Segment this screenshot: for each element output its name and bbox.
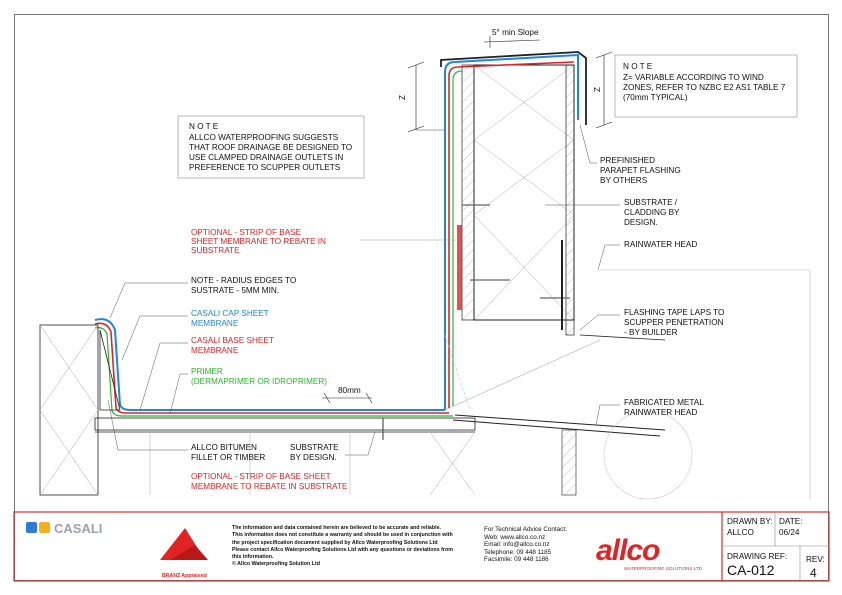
optional-strip-top: OPTIONAL - STRIP OF BASE bbox=[191, 228, 302, 237]
wind-note-title: N O T E bbox=[623, 62, 653, 71]
dim-80: 80mm bbox=[338, 386, 361, 395]
contact-line: Telephone: 09 448 1185 bbox=[484, 548, 552, 556]
substrate-design-label: BY DESIGN. bbox=[290, 453, 337, 462]
wind-note-line: ZONES, REFER TO NZBC E2 AS1 TABLE 7 bbox=[623, 83, 786, 92]
radius-note: SUSTRATE - 5MM MIN. bbox=[191, 286, 280, 295]
rainwater-head-label: RAINWATER HEAD bbox=[624, 240, 698, 249]
slope-label: 5° min Slope bbox=[492, 28, 539, 37]
date-value: 06/24 bbox=[779, 528, 800, 537]
allco-tagline: WATERPROOFING SOLUTIONS LTD bbox=[624, 566, 703, 571]
bitumen-fillet-label: FILLET OR TIMBER bbox=[191, 453, 266, 462]
disclaimer-line: Please contact Allco Waterproofing Solutions Ltd with any questions or deviations from bbox=[232, 546, 453, 553]
drainage-note-line: THAT ROOF DRAINAGE BE DESIGNED TO bbox=[189, 143, 353, 152]
contact-line: Email: info@allco.co.nz bbox=[484, 541, 550, 549]
optional-strip-bottom: OPTIONAL - STRIP OF BASE SHEET bbox=[191, 472, 331, 481]
disclaimer bbox=[232, 525, 468, 569]
wind-note-line: (70mm TYPICAL) bbox=[623, 93, 688, 102]
bitumen-fillet-label: ALLCO BITUMEN bbox=[191, 443, 257, 452]
disclaimer-line: © Allco Waterproofing Solution Ltd bbox=[232, 561, 320, 568]
parapet-flashing-label: BY OTHERS bbox=[600, 176, 648, 185]
flashing-tape-label: FLASHING TAPE LAPS TO bbox=[624, 308, 725, 317]
rainwater-head bbox=[445, 270, 810, 500]
date-label: DATE: bbox=[779, 517, 803, 526]
note-wind bbox=[615, 55, 797, 117]
parapet-flashing-label: PREFINISHED bbox=[600, 156, 656, 165]
drawn-by-value: ALLCO bbox=[727, 528, 754, 537]
fabricated-head-label: RAINWATER HEAD bbox=[624, 408, 698, 417]
flashing-tape-label: - BY BUILDER bbox=[624, 328, 678, 337]
drainage-note-title: N O T E bbox=[189, 122, 219, 131]
drawn-by-label: DRAWN BY: bbox=[727, 517, 773, 526]
rev-label: REV: bbox=[806, 555, 825, 564]
parapet-flashing-label: PARAPET FLASHING bbox=[600, 166, 681, 175]
allco-wordmark: allco bbox=[596, 534, 660, 567]
contact-line: Facsimile: 09 448 1186 bbox=[484, 556, 549, 564]
flashing-tape-label: SCUPPER PENETRATION bbox=[624, 318, 724, 327]
contact-line: Web: www.allco.co.nz bbox=[484, 533, 546, 541]
z-label-left: Z bbox=[398, 94, 407, 100]
cap-sheet-label: MEMBRANE bbox=[191, 319, 239, 328]
roof-deck bbox=[40, 319, 475, 495]
primer-label: PRIMER bbox=[191, 367, 223, 376]
z-label-right: Z bbox=[593, 86, 602, 92]
drawing-ref-label: DRAWING REF: bbox=[727, 552, 788, 561]
note-drainage bbox=[178, 116, 364, 178]
branz-label: BRANZ Appraised bbox=[162, 573, 207, 579]
disclaimer-line: this information. bbox=[232, 554, 274, 561]
substrate-design-label: SUBSTRATE bbox=[290, 443, 339, 452]
substrate-cladding-label: SUBSTRATE / bbox=[624, 198, 678, 207]
allco-logo bbox=[596, 534, 703, 571]
fabricated-head-label: FABRICATED METAL bbox=[624, 398, 704, 407]
base-sheet-label: MEMBRANE bbox=[191, 346, 239, 355]
casali-wordmark: CASALI bbox=[54, 521, 103, 536]
optional-strip-top: SHEET MEMBRANE TO REBATE IN bbox=[191, 237, 326, 246]
optional-strip-bottom: MEMBRANE TO REBATE IN SUBSTRATE bbox=[191, 482, 348, 491]
disclaimer-line: The information and data contained herein are believed to be accurate and reliable. bbox=[232, 525, 441, 531]
drainage-note-line: USE CLAMPED DRAINAGE OUTLETS IN bbox=[189, 153, 344, 162]
optional-strip-top: SUBSTRATE bbox=[191, 246, 240, 255]
contact-line: For Technical Advice Contact: bbox=[484, 526, 567, 533]
disclaimer-line: This information does not constitute a warranty and should be used in conjunction with bbox=[232, 532, 453, 539]
disclaimer-line: the project specification document supplied by Allco Waterproofing Solutions Ltd bbox=[232, 539, 438, 546]
drainage-note-line: PREFERENCE TO SCUPPER OUTLETS bbox=[189, 163, 341, 172]
cap-sheet-label: CASALI CAP SHEET bbox=[191, 309, 269, 318]
rev-value: 4 bbox=[810, 566, 817, 580]
casali-logo bbox=[26, 521, 102, 536]
substrate-cladding-label: DESIGN. bbox=[624, 218, 658, 227]
parapet-wall bbox=[462, 65, 574, 335]
drawing-ref-value: CA-012 bbox=[727, 562, 775, 578]
wind-note-line: Z= VARIABLE ACCORDING TO WIND bbox=[623, 73, 764, 82]
substrate-cladding-label: CLADDING BY bbox=[624, 208, 680, 217]
primer-label: (DERMAPRIMER OR IDROPRIMER) bbox=[191, 377, 328, 386]
radius-note: NOTE - RADIUS EDGES TO bbox=[191, 276, 297, 285]
base-sheet-label: CASALI BASE SHEET bbox=[191, 336, 274, 345]
drainage-note-line: ALLCO WATERPROOFING SUGGESTS bbox=[189, 133, 339, 142]
technical-contact bbox=[484, 526, 594, 564]
callouts-left bbox=[108, 228, 456, 491]
branz-logo bbox=[160, 528, 208, 579]
